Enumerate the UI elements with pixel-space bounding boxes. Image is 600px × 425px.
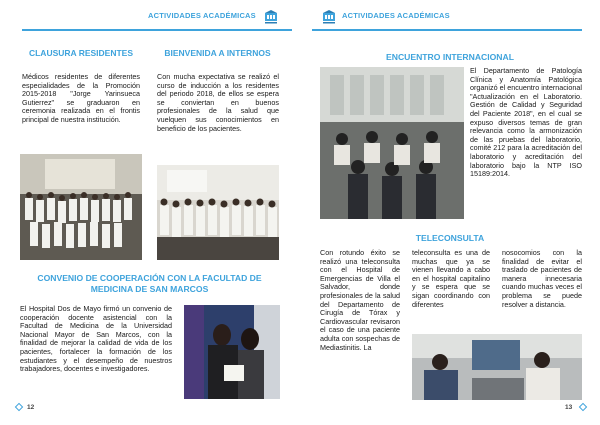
page-marker-icon	[579, 403, 587, 411]
right-page	[300, 0, 600, 425]
clausura-title: CLAUSURA RESIDENTES	[28, 48, 134, 58]
encuentro-photo	[320, 67, 464, 219]
hospital-logo-icon	[264, 10, 278, 24]
teleconsulta-title: TELECONSULTA	[415, 233, 485, 243]
teleconsulta-col2: teleconsulta es una de muchas que ya se vienen llevando a cabo en el hospital capitalino y se espera que se sigan coordinando con diferentes	[412, 248, 490, 309]
page-number: 12	[27, 404, 35, 411]
header-rule	[312, 29, 582, 31]
encuentro-body: El Departamento de Patología Clínica y Anatomía Patológica organizó el encuentro internacional "Actualización en el Laboratorio. Gestión de Calidad y Seguridad del Paciente 2018", en el cual se expuso diversos temas de gran relevancia como la armonización de las pruebas del laboratorio, comité 212 para la acreditación del laboratorio y acreditación del laboratorio bajo la NTP ISO 15189:2014.	[470, 66, 582, 179]
header-rule	[22, 29, 292, 31]
page-number: 13	[565, 404, 573, 411]
convenio-body: El Hospital Dos de Mayo firmó un convenio de cooperación docente asistencial con la Facultad de Medicina de la Universidad Nacional Mayor de San Marcos, con la finalidad de mejorar la calidad de vida de los pacientes, fortalecer la formación de los estudiantes y el desempeño de nuestros trabajadores, docentes e investigadores.	[20, 304, 172, 374]
section-header: ACTIVIDADES ACADÉMICAS	[342, 11, 450, 20]
agreement-photo	[184, 305, 280, 399]
teleconsulta-photo	[412, 334, 582, 400]
page-marker-icon	[15, 403, 23, 411]
clausura-body: Médicos residentes de diferentes especialidades de la Promoción 2015-2018 "Jorge Yarinsueca Gutierrez" se graduaron en ceremonia realizada en el frontis principal de nuestra institución.	[22, 72, 140, 124]
teleconsulta-col1: Con rotundo éxito se realizó una teleconsulta con el Hospital de Emergencias de Villa el Salvador, donde profesionales de la salud del Departamento de Cirugía de Tórax y Cardiovascular revisaron el caso de una paciente adulta con sospechas de Mediastinitis. La	[320, 248, 400, 352]
hospital-logo-icon	[322, 10, 336, 24]
encuentro-title: ENCUENTRO INTERNACIONAL	[386, 52, 514, 62]
teleconsulta-col3: nosocomios con la finalidad de evitar el traslado de pacientes de manera innecesaria cuando muchas veces el problema se puede resolver a distancia.	[502, 248, 582, 309]
graduation-photo	[20, 154, 142, 260]
bienvenida-body: Con mucha expectativa se realizó el curso de inducción a los residentes del periodo 2018, de ellos se espera se conviertan en buenos profesionales de la salud que vuelquen sus conocimientos en beneficio de los pacientes.	[157, 72, 279, 133]
bienvenida-title: BIENVENIDA A INTERNOS	[164, 48, 271, 58]
convenio-title: CONVENIO DE COOPERACIÓN CON LA FACULTAD DE MEDICINA DE SAN MARCOS	[37, 273, 262, 294]
section-header: ACTIVIDADES ACADÉMICAS	[148, 11, 256, 20]
induction-photo	[157, 165, 279, 260]
